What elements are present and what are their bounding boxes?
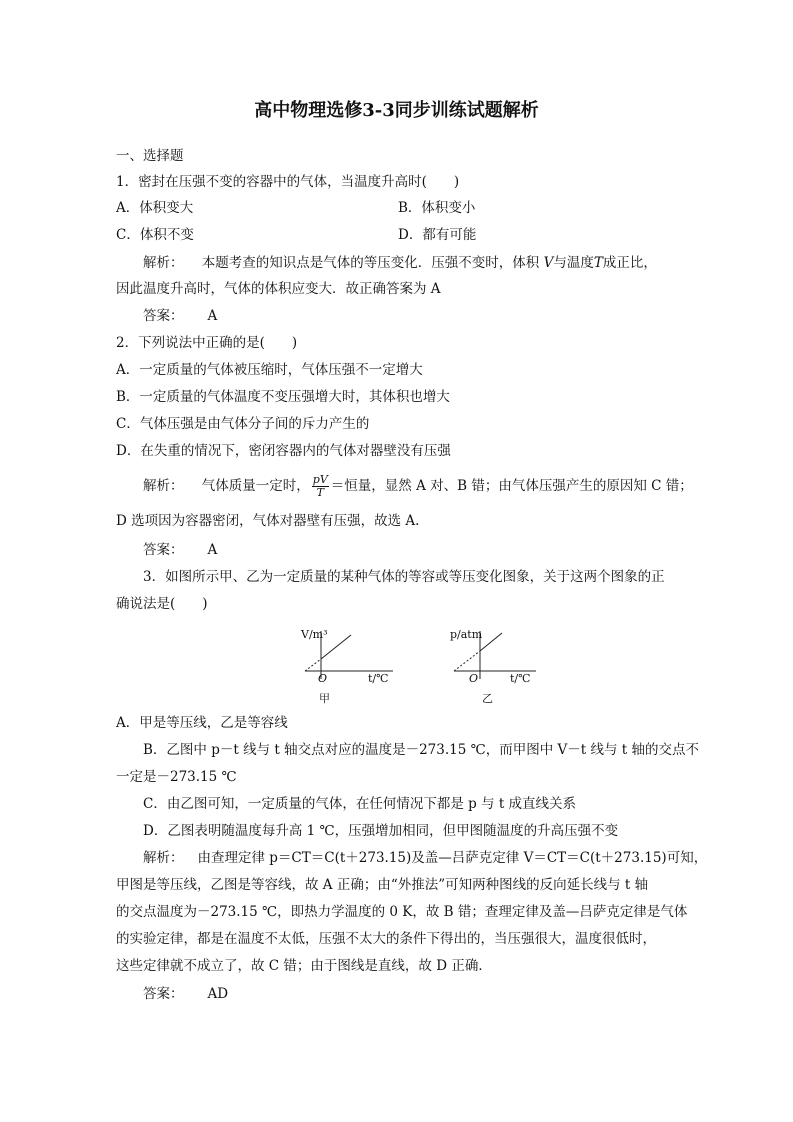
q3-answer [143,984,228,1004]
q2-analysis-line-2: D 选项因为容器密闭，气体对器壁有压强，故选 A. [116,513,420,529]
yi-caption: 乙 [482,692,493,705]
q1-var-v: V [543,255,554,271]
q1-answer-value: A [207,308,218,324]
q3-analysis-line-1 [143,848,707,868]
q3-analysis-line-4: 的实验定律，都是在温度不太低，压强不太大的条件下得出的，当压强很大，温度很低时， [116,931,656,947]
q1-stem: 1．密封在压强不变的容器中的气体，当温度升高时( ) [116,174,460,190]
q1-answer [143,306,217,326]
q1-analysis-text-3: 成正比， [602,255,657,271]
q1-analysis-label: 解析： [143,255,184,271]
q2-analysis-line-1 [143,474,693,499]
q1-option-d: D．都有可能 [398,227,477,243]
q1-analysis-text-2: 与温度 [553,255,594,271]
q2-answer-label: 答案： [143,542,184,558]
fraction-numerator: pV [312,473,328,486]
q1-option-b: B．体积变小 [398,200,476,216]
q3-option-c: C．由乙图可知，一定质量的气体，在任何情况下都是 p 与 t 成直线关系 [143,796,577,812]
jia-x-label: t/℃ [368,672,389,685]
q1-analysis-line-2: 因此温度升高时，气体的体积应变大．故正确答案为 A [116,281,441,297]
q2-analysis-text: 气体质量一定时， [201,478,310,494]
q2-analysis-label: 解析： [143,478,184,494]
q1-option-a: A．体积变大 [116,200,194,216]
q3-stem-line-1: 3．如图所示甲、乙为一定质量的某种气体的等容或等压变化图象，关于这两个图象的正 [143,569,665,585]
q3-analysis-line-2: 甲图是等压线，乙图是等容线，故 A 正确；由“外推法”可知两种图线的反向延长线与 t 轴 [116,877,649,893]
q3-answer-label: 答案： [143,986,184,1002]
pv-over-t-fraction [312,474,329,499]
fraction-denominator: T [316,486,324,499]
yi-y-label: p/atm [450,628,483,641]
q1-answer-label: 答案： [143,308,184,324]
jia-extrapolation-line [305,659,321,671]
q3-analysis-text: 由查理定律 p＝CT＝C(t＋273.15)及盖—吕萨克定律 V＝CT＝C(t＋273.15)可知， [197,850,708,866]
q3-stem-line-2: 确说法是( ) [116,596,208,612]
q2-answer-value: A [207,542,218,558]
q2-option-c: C．气体压强是由气体分子间的斥力产生的 [116,416,370,432]
q2-analysis-text-2: ＝恒量，显然 A 对、B 错；由气体压强产生的原因知 C 错； [330,478,693,494]
q1-option-c: C．体积不变 [116,227,194,243]
yi-extrapolation-line [454,651,480,671]
q3-analysis-line-3: 的交点温度为－273.15 ℃，即热力学温度的 0 K，故 B 错；查理定律及盖—吕萨克定律是气体 [116,904,688,920]
jia-caption: 甲 [319,692,330,705]
q1-analysis-text: 本题考查的知识点是气体的等压变化．压强不变时，体积 [201,255,540,271]
q3-option-b-line-1: B．乙图中 p－t 线与 t 轴交点对应的温度是－273.15 ℃，而甲图中 V－t 线与 t 轴的交点不 [143,742,699,758]
q2-option-d: D．在失重的情况下，密闭容器内的气体对器壁没有压强 [116,443,451,459]
yi-graph-line [480,633,502,651]
q3-option-b-line-2: 一定是－273.15 ℃ [116,769,237,785]
yi-origin: O [469,672,479,685]
q2-stem: 2．下列说法中正确的是( ) [116,335,298,351]
jia-origin: O [318,672,328,685]
page-title: 高中物理选修3-3同步训练试题解析 [254,100,539,121]
q2-answer [143,540,217,560]
q1-analysis-line-1 [143,253,657,273]
jia-y-label: V/m³ [301,628,328,641]
q3-option-a: A．甲是等压线，乙是等容线 [116,715,288,731]
q3-analysis-line-5: 这些定律就不成立了，故 C 错；由于图线是直线，故 D 正确． [116,958,492,974]
q3-option-d: D．乙图表明随温度每升高 1 ℃，压强增加相同，但甲图随温度的升高压强不变 [143,823,619,839]
q2-option-b: B．一定质量的气体温度不变压强增大时，其体积也增大 [116,389,450,405]
q1-var-t: T [593,255,603,271]
section-heading: 一、选择题 [116,148,184,164]
q2-option-a: A．一定质量的气体被压缩时，气体压强不一定增大 [116,362,423,378]
yi-x-label: t/℃ [510,672,531,685]
q3-answer-value: AD [207,986,229,1002]
q3-analysis-label: 解析： [143,850,184,866]
